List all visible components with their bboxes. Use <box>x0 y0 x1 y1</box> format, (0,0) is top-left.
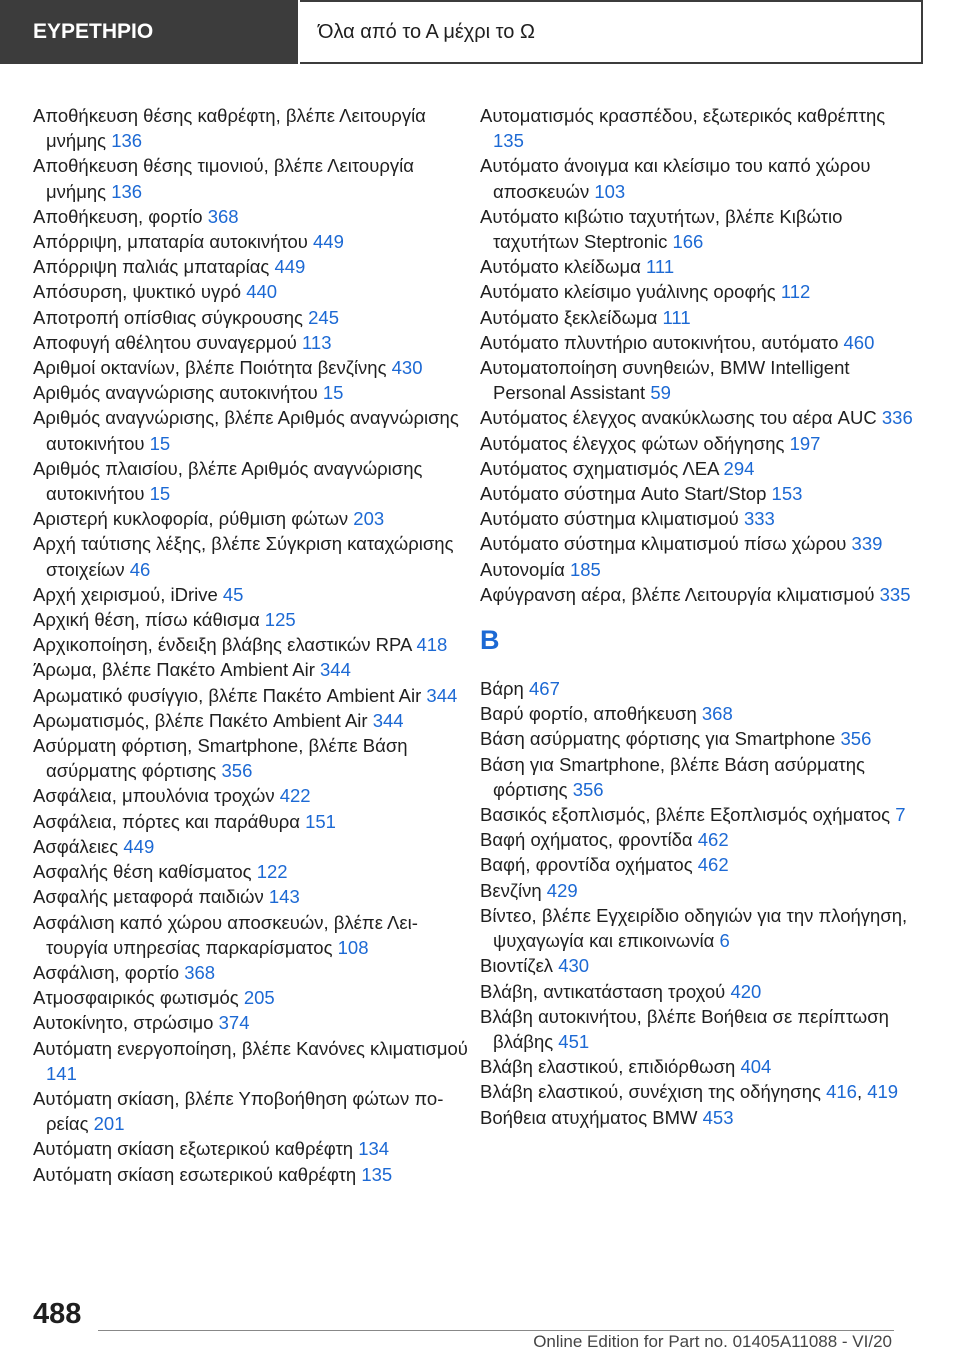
entry-term: Βασικός εξοπλισμός, βλέπε Εξοπλισμός οχήματος <box>480 804 891 826</box>
index-entry <box>33 859 473 884</box>
page-link[interactable]: 103 <box>594 180 626 202</box>
index-entry <box>480 676 920 701</box>
page-link[interactable]: 135 <box>493 130 524 152</box>
page-link[interactable]: 344 <box>372 709 404 731</box>
entry-term: Αριστερή κυκλοφορία, ρύθμιση φώτων <box>33 508 349 530</box>
entry-term: Αριθμός αναγνώρισης, βλέπε Αριθμός αναγνώρισης αυτοκινήτου <box>33 407 459 454</box>
index-entry <box>33 405 473 455</box>
page-link[interactable]: 59 <box>650 382 671 404</box>
index-entry <box>33 582 473 607</box>
page-link[interactable]: 112 <box>780 281 811 303</box>
page-link[interactable]: 135 <box>361 1163 393 1185</box>
index-entry <box>480 279 920 304</box>
index-entry <box>33 884 473 909</box>
page-link[interactable]: 122 <box>256 861 288 883</box>
page-number: 488 <box>33 1298 82 1330</box>
page-link[interactable]: 416 <box>826 1081 857 1103</box>
entry-term: Αυτοκίνητο, στρώσιμο <box>33 1012 214 1034</box>
entry-term: Αριθμός πλαισίου, βλέπε Αριθμός αναγνώρισης αυτοκινήτου <box>33 457 423 505</box>
entry-term: Βάση ασύρματης φόρτισης για Smartphone <box>480 728 836 750</box>
entry-term: Αρωματισμός, βλέπε Πακέτο Ambient Air <box>33 709 368 731</box>
page-link[interactable]: 440 <box>246 281 278 303</box>
index-entry <box>33 683 473 708</box>
index-entry: Βλάβη ελαστικού, συνέχιση της οδήγησης 416, 419 <box>480 1081 899 1103</box>
index-entry <box>480 254 920 279</box>
page-link[interactable]: 134 <box>358 1138 390 1160</box>
page-link[interactable]: 7 <box>895 804 906 826</box>
page-link[interactable]: 460 <box>843 331 875 353</box>
page-link[interactable]: 356 <box>572 778 604 800</box>
index-entry <box>480 827 920 852</box>
page-link[interactable]: 453 <box>702 1106 734 1128</box>
page-link[interactable]: 374 <box>218 1012 250 1034</box>
index-entry <box>33 153 473 203</box>
section-title: Όλα από το Α μέχρι το Ω <box>300 0 923 64</box>
page-link[interactable]: 136 <box>111 130 143 152</box>
entry-term: Αυτόματη σκίαση, βλέπε Υποβοήθηση φώτων πορείας <box>33 1087 444 1135</box>
entry-term: Ασφάλεια, μπουλόνια τροχών <box>33 785 275 807</box>
index-group-a-continued <box>480 103 920 607</box>
index-entry <box>33 229 473 254</box>
footer-edition: Online Edition for Part no. 01405A11088 - VI/20 <box>533 1332 892 1351</box>
index-entry <box>33 783 473 808</box>
entry-term: Αρχική θέση, πίσω κάθισμα <box>33 609 260 631</box>
entry-term: Βάρη <box>480 678 524 700</box>
index-entry <box>480 103 920 153</box>
index-entry <box>33 1036 473 1086</box>
entry-term: Αυτόματο κιβώτιο ταχυτήτων, βλέπε Κιβώτιο ταχυτήτων Steptronic <box>480 205 843 253</box>
index-entry <box>33 1162 473 1187</box>
footer-divider <box>98 1330 894 1331</box>
page-link[interactable]: 143 <box>268 886 300 908</box>
page-link[interactable]: 141 <box>46 1062 77 1084</box>
page-link[interactable]: 111 <box>645 256 675 278</box>
entry-term: Αυτόματο κλείσιμο γυάλινης οροφής <box>480 281 776 303</box>
page-link[interactable]: 333 <box>743 508 775 530</box>
index-entry <box>33 985 473 1010</box>
entry-term: Αποφυγή αθέλητου συναγερμού <box>33 331 297 353</box>
page-link[interactable]: 15 <box>149 432 171 454</box>
index-entry <box>33 506 473 531</box>
page-link[interactable]: 344 <box>426 684 458 706</box>
index-entry <box>480 1105 920 1130</box>
entry-term: Αυτοματοποίηση συνηθειών, BMW Intelligent Personal Assistant <box>480 357 850 404</box>
entry-term: Ασφαλής θέση καθίσματος <box>33 861 252 883</box>
index-entry <box>33 960 473 985</box>
page-link[interactable]: 153 <box>771 483 803 505</box>
index-entry <box>33 910 473 960</box>
page-link[interactable]: 111 <box>662 306 691 328</box>
page-link[interactable]: 185 <box>569 558 601 580</box>
page-link[interactable]: 420 <box>730 980 762 1002</box>
page-link[interactable]: 356 <box>840 728 872 750</box>
entry-term: Βλάβη ελαστικού, επιδιόρθωση <box>480 1056 736 1078</box>
index-entry <box>33 330 473 355</box>
index-entry <box>480 305 920 330</box>
index-entry <box>33 103 473 153</box>
page-link[interactable]: 451 <box>558 1030 590 1052</box>
entry-term: Ασφαλής μεταφορά παιδιών <box>33 886 264 908</box>
page-link[interactable]: 356 <box>221 760 253 782</box>
page-link[interactable]: 125 <box>264 609 296 631</box>
page-link[interactable]: 46 <box>129 558 151 580</box>
entry-term: Αυτόματο ξεκλείδωμα <box>480 306 658 328</box>
page-link[interactable]: 108 <box>337 936 369 958</box>
entry-term: Ασφάλεια, πόρτες και παράθυρα <box>33 810 300 832</box>
page-link[interactable]: 404 <box>740 1056 772 1078</box>
index-group-b <box>480 676 920 1130</box>
entry-term: Αποθήκευση, φορτίο <box>33 205 203 227</box>
index-entry <box>480 1054 920 1079</box>
index-entry <box>33 1136 473 1161</box>
index-entry <box>480 582 920 607</box>
entry-term: Βαφή οχήματος, φροντίδα <box>480 829 693 851</box>
entry-term: Αυτόματη σκίαση εξωτερικού καθρέφτη <box>33 1138 354 1160</box>
page-link[interactable]: 205 <box>243 987 275 1009</box>
entry-term: Βλάβη ελαστικού, συνέχιση της οδήγησης <box>480 1081 821 1103</box>
index-entry <box>480 506 920 531</box>
index-entry <box>33 632 473 657</box>
index-entry <box>480 1004 920 1054</box>
entry-term: Αυτόματο σύστημα Auto Start/Stop <box>480 483 767 505</box>
entry-term: Ασφάλειες <box>33 835 119 857</box>
index-entry <box>33 708 473 733</box>
page-link[interactable]: 136 <box>111 180 143 202</box>
index-entry <box>480 557 920 582</box>
page-link[interactable]: 151 <box>305 810 336 832</box>
index-entry <box>480 153 920 203</box>
page-link[interactable]: 15 <box>149 483 171 505</box>
page-link[interactable]: 449 <box>313 231 344 253</box>
index-entry <box>480 355 920 405</box>
index-entry <box>480 405 920 430</box>
index-entry <box>33 279 473 304</box>
entry-term: Ατμοσφαιρικός φωτισμός <box>33 987 239 1009</box>
index-entry <box>33 456 473 506</box>
index-entry <box>480 752 920 802</box>
entry-term: Αποτροπή οπίσθιας σύγκρουσης <box>33 306 303 328</box>
entry-term: Ασφάλιση καπό χώρου αποσκευών, βλέπε Λειτουργία υπηρεσίας παρκαρίσματος <box>33 911 418 958</box>
index-entry <box>33 531 473 581</box>
index-entry <box>33 254 473 279</box>
page-link[interactable]: 462 <box>697 829 729 851</box>
index-entry <box>33 733 473 783</box>
page-link[interactable]: 368 <box>184 961 216 983</box>
entry-term: Αρχή ταύτισης λέξης, βλέπε Σύγκριση καταχώρισης στοιχείων <box>33 533 454 580</box>
page-link[interactable]: 344 <box>320 659 351 681</box>
entry-term: Αυτόματο άνοιγμα και κλείσιμο του καπό χώρου αποσκευών <box>480 155 871 202</box>
page-link[interactable]: 294 <box>723 457 755 479</box>
index-entry <box>480 852 920 877</box>
letter-heading-b: B <box>480 625 500 656</box>
page-link[interactable]: 430 <box>391 357 423 379</box>
page-link[interactable]: 15 <box>322 382 344 404</box>
index-entry <box>480 802 920 827</box>
page-link[interactable]: 462 <box>697 854 729 876</box>
entry-term: Βάση για Smartphone, βλέπε Βάση ασύρματης φόρτισης <box>480 753 865 800</box>
entry-term: Ασφάλιση, φορτίο <box>33 961 180 983</box>
index-entry <box>33 204 473 229</box>
index-entry <box>33 355 473 380</box>
entry-term: Αποθήκευση θέσης καθρέφτη, βλέπε Λειτουργία μνήμης <box>33 105 426 152</box>
index-entry <box>33 607 473 632</box>
page-link[interactable]: 449 <box>123 835 155 857</box>
index-entry <box>480 330 920 355</box>
index-entry <box>480 878 920 903</box>
entry-term: Αυτόματο σύστημα κλιματισμού <box>480 508 739 530</box>
page-link[interactable]: 449 <box>274 256 306 278</box>
entry-term: Βίντεο, βλέπε Εγχειρίδιο οδηγιών για την πλοήγηση, ψυχαγωγία και επικοινωνία <box>480 904 908 952</box>
page-link[interactable]: 166 <box>672 231 704 253</box>
entry-term: Απόσυρση, ψυκτικό υγρό <box>33 281 242 303</box>
entry-term: Αυτοματισμός κρασπέδου, εξωτερικός καθρέπτης <box>480 105 886 126</box>
entry-term: Αριθμοί οκτανίων, βλέπε Ποιότητα βενζίνης <box>33 357 387 379</box>
page-link[interactable]: 336 <box>881 407 913 429</box>
page-link[interactable]: 245 <box>308 306 339 328</box>
page-link[interactable]: 422 <box>279 785 311 807</box>
page-link[interactable]: 6 <box>719 930 730 952</box>
entry-term: Αυτόματη ενεργοποίηση, βλέπε Κανόνες κλιματισμού <box>33 1037 468 1059</box>
page-link[interactable]: 113 <box>302 331 332 353</box>
entry-term: Αριθμός αναγνώρισης αυτοκινήτου <box>33 382 318 404</box>
page-link[interactable]: 45 <box>222 583 244 605</box>
index-entry <box>33 657 473 682</box>
index-entry <box>480 431 920 456</box>
index-entry <box>480 726 920 751</box>
index-entry <box>480 481 920 506</box>
page-link[interactable]: 430 <box>558 955 590 977</box>
index-entry <box>480 979 920 1004</box>
entry-term: Απόρριψη παλιάς μπαταρίας <box>33 256 270 278</box>
entry-term: Βιοντίζελ <box>480 955 554 977</box>
entry-term: Αυτόματο σύστημα κλιματισμού πίσω χώρου <box>480 533 847 555</box>
index-entry <box>480 903 920 953</box>
index-entry <box>480 204 920 254</box>
entry-term: Απόρριψη, μπαταρία αυτοκινήτου <box>33 231 308 253</box>
entry-term: Αρωματικό φυσίγγιο, βλέπε Πακέτο Ambient Air <box>33 684 422 706</box>
entry-term: Αυτόματο κλείδωμα <box>480 256 641 278</box>
entry-term: Αυτόματος σχηματισμός ΛΕΑ <box>480 457 719 479</box>
entry-term: Βλάβη αυτοκινήτου, βλέπε Βοήθεια σε περίπτωση βλάβης <box>480 1005 889 1052</box>
entry-term: Αυτόματη σκίαση εσωτερικού καθρέφτη <box>33 1163 357 1185</box>
page-link[interactable]: 335 <box>879 583 911 605</box>
entry-term: Αυτονομία <box>480 558 565 580</box>
page-link[interactable]: 419 <box>867 1081 899 1103</box>
page-link[interactable]: 339 <box>851 533 883 555</box>
index-column-left <box>33 103 473 1187</box>
index-entry <box>33 1086 473 1136</box>
entry-term: Αρχικοποίηση, ένδειξη βλάβης ελαστικών RPA <box>33 634 412 656</box>
index-entry <box>33 380 473 405</box>
entry-term: Βενζίνη <box>480 879 542 901</box>
index-entry <box>33 834 473 859</box>
entry-term: Βαφή, φροντίδα οχήματος <box>480 854 693 876</box>
index-entry <box>480 456 920 481</box>
page-link[interactable]: 467 <box>529 678 560 700</box>
page-link[interactable]: 368 <box>701 703 733 725</box>
entry-term: Αφύγρανση αέρα, βλέπε Λειτουργία κλιματισμού <box>480 583 875 605</box>
page-link[interactable]: 203 <box>353 508 385 530</box>
entry-term: Άρωμα, βλέπε Πακέτο Ambient Air <box>33 659 315 681</box>
entry-term: Αυτόματος έλεγχος φώτων οδήγησης <box>480 432 785 454</box>
entry-term: Αρχή χειρισμού, iDrive <box>33 583 218 605</box>
page-link[interactable]: 429 <box>546 879 578 901</box>
entry-term: Βαρύ φορτίο, αποθήκευση <box>480 703 697 725</box>
entry-term: Αποθήκευση θέσης τιμονιού, βλέπε Λειτουργία μνήμης <box>33 155 414 202</box>
index-column-right <box>480 103 920 1130</box>
page-link[interactable]: 201 <box>93 1113 125 1135</box>
index-entry <box>480 531 920 556</box>
page-header <box>0 0 960 64</box>
page-link[interactable]: 418 <box>416 634 448 656</box>
page-link[interactable]: 368 <box>207 205 239 227</box>
index-entry <box>33 1010 473 1035</box>
entry-term: Ασύρματη φόρτιση, Smartphone, βλέπε Βάση ασύρματης φόρτισης <box>33 735 408 782</box>
entry-term: Βοήθεια ατυχήματος BMW <box>480 1106 698 1128</box>
page-link[interactable]: 197 <box>789 432 821 454</box>
index-entry <box>480 701 920 726</box>
section-label: ΕΥΡΕΤΗΡΙΟ <box>0 0 298 64</box>
entry-term: Αυτόματο πλυντήριο αυτοκινήτου, αυτόματο <box>480 331 839 353</box>
entry-term: Βλάβη, αντικατάσταση τροχού <box>480 980 726 1002</box>
entry-term: Αυτόματος έλεγχος ανακύκλωσης του αέρα AUC <box>480 407 877 429</box>
index-entry <box>33 809 473 834</box>
index-entry <box>33 305 473 330</box>
index-entry <box>480 953 920 978</box>
